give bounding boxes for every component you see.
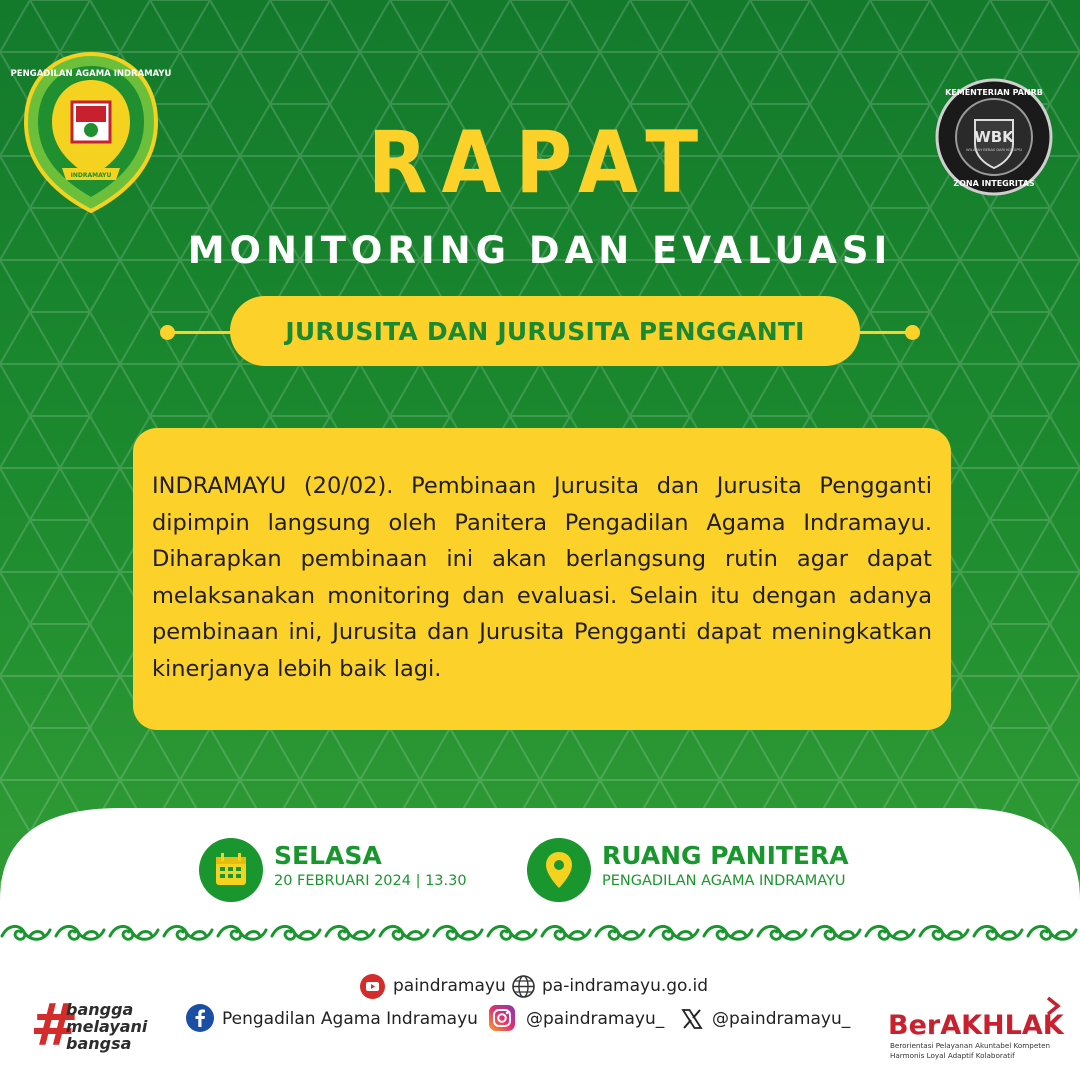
globe-icon[interactable] [511,974,536,999]
pill-line-right [856,331,912,334]
bangga-word-1: bangga [66,1000,134,1019]
pill-line-left [166,331,236,334]
logo-right-center-sub: WILAYAH BEBAS DARI KORUPSI [966,148,1022,152]
logo-left-ring-text: PENGADILAN AGAMA INDRAMAYU [10,69,172,79]
bangga-word-2: melayani [66,1017,148,1036]
logo-right-ring-text: KEMENTERIAN PANRB [945,88,1043,97]
decorative-ornament [0,918,1080,948]
instagram-icon[interactable] [488,1004,516,1032]
bangga-hash: # [30,991,79,1059]
youtube-handle[interactable]: paindramayu [393,976,506,996]
location-pin-icon [527,838,591,902]
pill-dot-left [160,325,175,340]
website-link[interactable]: pa-indramayu.go.id [542,976,709,996]
facebook-icon[interactable] [186,1004,214,1032]
location-badge [527,838,591,902]
x-icon[interactable] [680,1007,704,1031]
logo-left-banner: INDRAMAYU [70,172,112,179]
event-datetime: 20 FEBRUARI 2024 | 13.30 [274,873,467,889]
topic-pill [230,296,860,366]
berakhlak-tagline-2: Harmonis Loyal Adaptif Kolaboratif [890,1051,1015,1060]
berakhlak-logo: BerAKHLAK [888,1010,1064,1041]
body-paragraph: INDRAMAYU (20/02). Pembinaan Jurusita dan Jurusita Pengganti dipimpin langsung oleh Panitera Pengadilan Agama Indramayu. Diharapkan pembinaan ini akan berlangsung rutin agar dapat melaksanakan monitoring dan evaluasi. Selain itu dengan adanya pembinaan ini, Jurusita dan Jurusita Pengganti dapat meningkatkan kinerjanya lebih baik lagi. [152,473,932,682]
page-subtitle: MONITORING DAN EVALUASI [187,229,893,272]
bangga-word-3: bangsa [66,1034,132,1053]
calendar-icon [199,838,263,902]
event-place-sub: PENGADILAN AGAMA INDRAMAYU [602,873,846,889]
topic-label: JURUSITA DAN JURUSITA PENGGANTI [285,316,805,346]
event-place: RUANG PANITERA [602,841,849,870]
berakhlak-tagline-1: Berorientasi Pelayanan Akuntabel Kompeten [890,1041,1051,1050]
facebook-handle[interactable]: Pengadilan Agama Indramayu [222,1009,478,1029]
x-handle[interactable]: @paindramayu_ [712,1009,851,1029]
logo-right-bottom-text: ZONA INTEGRITAS [953,179,1035,188]
bangga-melayani-bangsa-logo [30,991,180,1059]
youtube-icon[interactable] [360,974,385,999]
event-day: SELASA [274,841,382,870]
calendar-badge [199,838,263,902]
logo-right-center: WBK [974,128,1014,146]
instagram-handle[interactable]: @paindramayu_ [526,1009,665,1029]
pill-dot-right [905,325,920,340]
page-title: RAPAT [367,113,713,213]
